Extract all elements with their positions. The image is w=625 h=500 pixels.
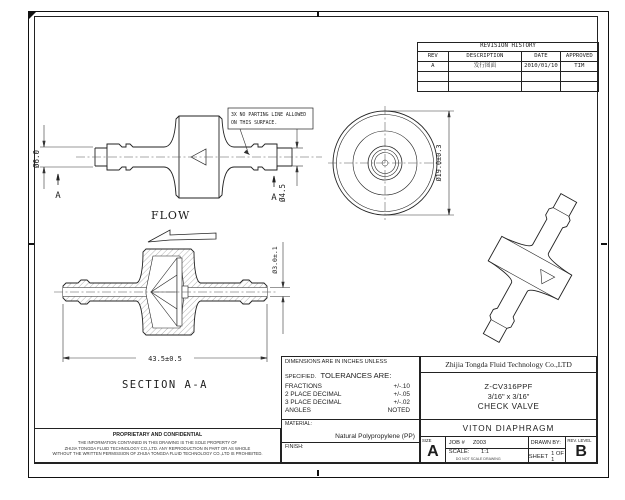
note-line1: 3X NO PARTING LINE ALLOWED [231, 113, 307, 118]
tol-label: 3 PLACE DECIMAL [285, 399, 342, 406]
job-label: JOB # [448, 439, 465, 446]
revision-table-header [418, 51, 598, 61]
side-view [30, 95, 330, 220]
tolerance-block [281, 356, 420, 463]
dim-dia45-label: Ø4.5 [278, 183, 287, 203]
part-number: Z-CV316PPF [484, 381, 533, 391]
col-approved: APPROVED [560, 52, 598, 61]
tolerance-row [285, 391, 416, 399]
dim-dia6-lines [40, 125, 93, 189]
material-label: MATERIAL: [285, 421, 312, 427]
revision-table-title: REVISION HISTORY [480, 43, 536, 50]
dim-dia6-label: Ø6.0 [32, 149, 41, 169]
material-value: Natural Polypropylene (PP) [335, 433, 415, 440]
scale-note: DO NOT SCALE DRAWING [455, 457, 501, 461]
material-section [282, 419, 419, 442]
tol-value: +/-.10 [393, 383, 410, 390]
center-mark-bottom [317, 470, 319, 476]
section-label: SECTION A-A [121, 379, 209, 391]
title-block [420, 356, 597, 463]
tolerance-row [285, 407, 416, 415]
tol-value: +/-.05 [393, 391, 410, 398]
tolerance-header2a: SPECIFIED. [285, 374, 317, 380]
section-cut-markers [57, 174, 276, 187]
size-label: SIZE [422, 438, 432, 443]
section-marker-a-right: A [271, 193, 277, 203]
title-block-grid [421, 437, 596, 464]
tol-label: ANGLES [285, 407, 311, 414]
scale-value: 1:1 [480, 449, 490, 455]
tolerance-section [282, 357, 419, 419]
proprietary-line2: ZHIJIA TONGDA FLUID TECHNOLOGY CO.,LTD. ANY REPRODUCTION IN PART OR AS WHOLE [64, 445, 251, 451]
dim-dia19-label: Ø19.0±0.3 [435, 144, 443, 182]
part-size: 3/16" x 3/16" [487, 391, 530, 401]
proprietary-line3: WITHOUT THE WRITTEN PERMISSION OF ZHIJIA TONGDA FLUID TECHNOLOGY CO.,LTD IS PROHIBITED. [52, 451, 263, 457]
rev-label: REV. LEVEL [567, 438, 592, 443]
tol-value: NOTED [387, 407, 410, 414]
size-value: A [427, 443, 439, 460]
finish-label: FINISH: [285, 444, 304, 450]
part-info [421, 373, 596, 420]
tolerance-header1: DIMENSIONS ARE IN INCHES UNLESS [285, 359, 387, 365]
desc-cell: 发行图面 [448, 62, 522, 71]
dim-dia3-label: Ø3.0±.1 [271, 246, 279, 274]
date-cell: 2010/01/10 [521, 62, 559, 71]
job-scale-cell [445, 437, 528, 464]
proprietary-box [34, 428, 281, 463]
approved-cell: TIM [560, 62, 598, 71]
end-view-crosshair [328, 106, 442, 220]
size-cell [421, 437, 445, 464]
scale-row [446, 449, 528, 464]
note-line2: ON THIS SURFACE. [231, 121, 278, 126]
drawn-sheet-cell [528, 437, 566, 464]
proprietary-title: PROPRIETARY AND CONFIDENTIAL [112, 432, 203, 438]
company-name: Zhijia Tongda Fluid Technology Co.,LTD [421, 357, 596, 373]
rev-cell: A [431, 62, 435, 69]
tol-label: FRACTIONS [285, 383, 322, 390]
scale-label: SCALE: [448, 449, 470, 455]
revision-row [418, 61, 598, 71]
center-mark-top [317, 11, 319, 17]
col-desc: DESCRIPTION [448, 52, 522, 61]
flow-label: FLOW [151, 209, 191, 222]
rev-value: B [575, 443, 587, 460]
corner-mark [28, 11, 37, 20]
tolerance-row [285, 399, 416, 407]
end-view [322, 103, 462, 228]
job-value: Z003 [472, 439, 487, 446]
leader-arrow [244, 150, 250, 155]
dim-length-label: 43.5±0.5 [148, 355, 182, 363]
job-row [446, 437, 528, 449]
tol-label: 2 PLACE DECIMAL [285, 391, 342, 398]
revision-row-empty [418, 71, 598, 81]
proprietary-line1: THE INFORMATION CONTAINED IN THIS DRAWING IS THE SOLE PROPERTY OF [77, 440, 238, 445]
revision-row-empty [418, 81, 598, 91]
revision-history-table [417, 42, 599, 92]
rev-cell [565, 437, 596, 464]
tolerance-header2b: TOLERANCES ARE: [320, 371, 392, 380]
sheet-label: SHEET [528, 453, 549, 460]
col-rev: REV [427, 52, 438, 59]
section-marker-a-left: A [55, 191, 61, 201]
finish-section [282, 442, 419, 462]
material-spec: VITON DIAPHRAGM [421, 420, 596, 437]
iso-valve-body [456, 188, 604, 353]
tol-value: +/-.02 [393, 399, 410, 406]
col-date: DATE [521, 52, 559, 61]
sheet-value: 1 OF 1 [551, 450, 564, 463]
sheet-row [529, 449, 566, 464]
part-name: CHECK VALVE [477, 401, 540, 411]
tolerance-row [285, 383, 416, 391]
drawn-by-label: DRAWN BY: [529, 437, 566, 449]
isometric-view [448, 188, 608, 353]
